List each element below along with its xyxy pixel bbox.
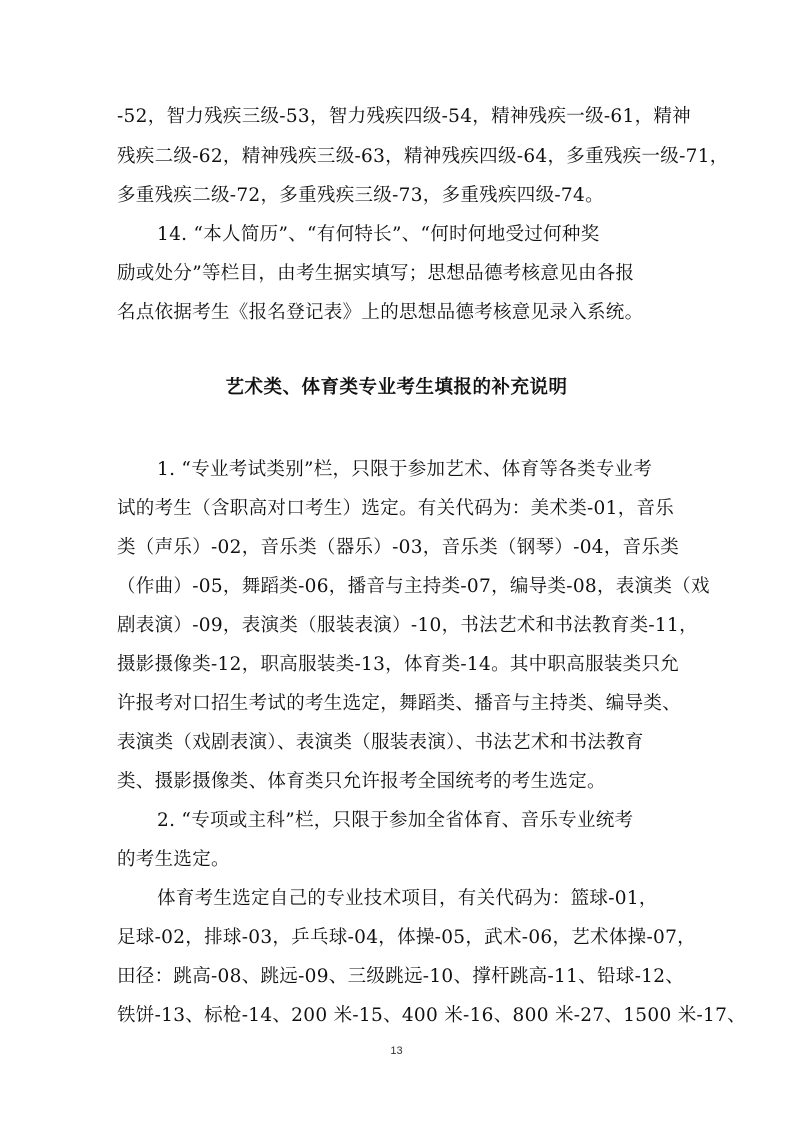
text-line: 名点依据考生《报名登记表》上的思想品德考核意见录入系统。 [117,302,644,323]
text-line: 励或处分”等栏目，由考生据实填写；思想品德考核意见由各报 [117,263,635,284]
text-line: 类（声乐）-02，音乐类（器乐）-03，音乐类（钢琴）-04，音乐类 [117,537,680,558]
text-line: 体育考生选定自己的专业技术项目，有关代码为：篮球-01， [157,888,658,909]
text-line: 类、摄影摄像类、体育类只允许报考全国统考的考生选定。 [117,771,606,792]
text-line: 铁饼-13、标枪-14、200 米-15、400 米-16、800 米-27、1500 米-17、 [117,1005,746,1026]
text-line: 摄影摄像类-12，职高服装类-13，体育类-14。其中职高服装类只允 [117,654,680,675]
text-line: 1. “专业考试类别”栏，只限于参加艺术、体育等各类专业考 [157,459,653,480]
text-line: 多重残疾二级-72，多重残疾三级-73，多重残疾四级-74。 [117,185,604,206]
text-line: 剧表演）-09，表演类（服装表演）-10，书法艺术和书法教育类-11， [117,615,698,636]
text-line: -52，智力残疾三级-53，智力残疾四级-54，精神残疾一级-61，精神 [117,106,691,127]
text-line: 14. “本人简历”、“有何特长”、“何时何地受过何种奖 [157,224,600,245]
text-line: 试的考生（含职高对口考生）选定。有关代码为：美术类-01，音乐 [117,498,675,519]
text-line: 表演类（戏剧表演）、表演类（服装表演）、书法艺术和书法教育 [117,732,644,753]
text-line: 田径：跳高-08、跳远-09、三级跳远-10、撑杆跳高-11、铅球-12、 [117,966,685,987]
text-line: 的考生选定。 [117,849,230,870]
text-line: 2. “专项或主科”栏，只限于参加全省体育、音乐专业统考 [157,810,634,831]
text-line: 残疾二级-62，精神残疾三级-63，精神残疾四级-64，多重残疾一级-71， [117,146,729,167]
text-line: 足球-02，排球-03，乒乓球-04，体操-05，武术-06，艺术体操-07， [117,927,696,948]
page-number: 13 [390,1045,403,1057]
text-line: （作曲）-05，舞蹈类-06，播音与主持类-07，编导类-08，表演类（戏 [117,576,710,597]
text-line: 许报考对口招生考试的考生选定，舞蹈类、播音与主持类、编导类、 [117,693,682,714]
section-heading: 艺术类、体育类专业考生填报的补充说明 [225,377,568,398]
